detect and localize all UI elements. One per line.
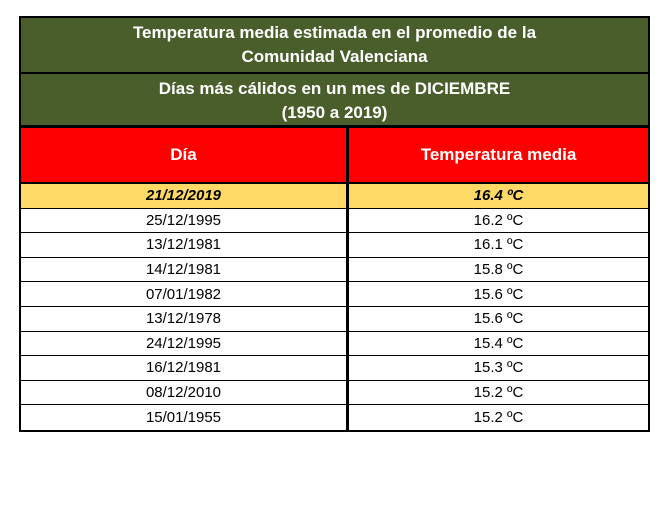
day-cell: 16/12/1981: [21, 356, 349, 380]
table-row: [21, 332, 648, 357]
temperature-cell: 15.6 ºC: [473, 285, 524, 303]
table-row: [21, 307, 648, 332]
header-day: Día: [21, 128, 349, 182]
temperature-cell: 15.2 ºC: [473, 384, 524, 402]
table-row: [21, 405, 648, 430]
day-cell: 14/12/1981: [21, 258, 349, 282]
header-temperature: Temperatura media: [349, 128, 648, 182]
table-subtitle: [21, 74, 648, 128]
temperature-cell: 15.2 ºC: [473, 409, 524, 427]
table-title-line-1: Temperatura media estimada en el promedio de la: [132, 23, 537, 42]
temperature-cell: 15.4 ºC: [473, 334, 524, 352]
table-header-row: [21, 128, 648, 184]
table-row: [21, 282, 648, 307]
table-subtitle-line-2: (1950 a 2019): [281, 103, 388, 122]
temperature-cell: 15.6 ºC: [473, 310, 524, 328]
temperature-cell: 16.2 ºC: [473, 211, 524, 229]
temperature-cell: 16.1 ºC: [473, 236, 524, 254]
table-subtitle-line-1: Días más cálidos en un mes de DICIEMBRE: [158, 79, 511, 98]
table-row: [21, 209, 648, 234]
table-title: [21, 18, 648, 74]
day-cell: 25/12/1995: [21, 209, 349, 233]
day-cell: 07/01/1982: [21, 282, 349, 306]
day-cell: 24/12/1995: [21, 332, 349, 356]
day-cell: 15/01/1955: [21, 405, 349, 430]
table-title-line-2: Comunidad Valenciana: [241, 47, 428, 66]
temperature-cell: 15.8 ºC: [473, 261, 524, 279]
day-cell: 13/12/1981: [21, 233, 349, 257]
table-row: [21, 356, 648, 381]
temperature-cell: 16.4 ºC: [473, 187, 524, 205]
table-row: [21, 233, 648, 258]
day-cell: 13/12/1978: [21, 307, 349, 331]
table-body: [21, 184, 648, 430]
day-cell: 21/12/2019: [21, 184, 349, 208]
day-cell: 08/12/2010: [21, 381, 349, 405]
table-row: [21, 184, 648, 209]
table-row: [21, 381, 648, 406]
temperature-cell: 15.3 ºC: [473, 359, 524, 377]
table-row: [21, 258, 648, 283]
temperature-table: [19, 16, 650, 432]
